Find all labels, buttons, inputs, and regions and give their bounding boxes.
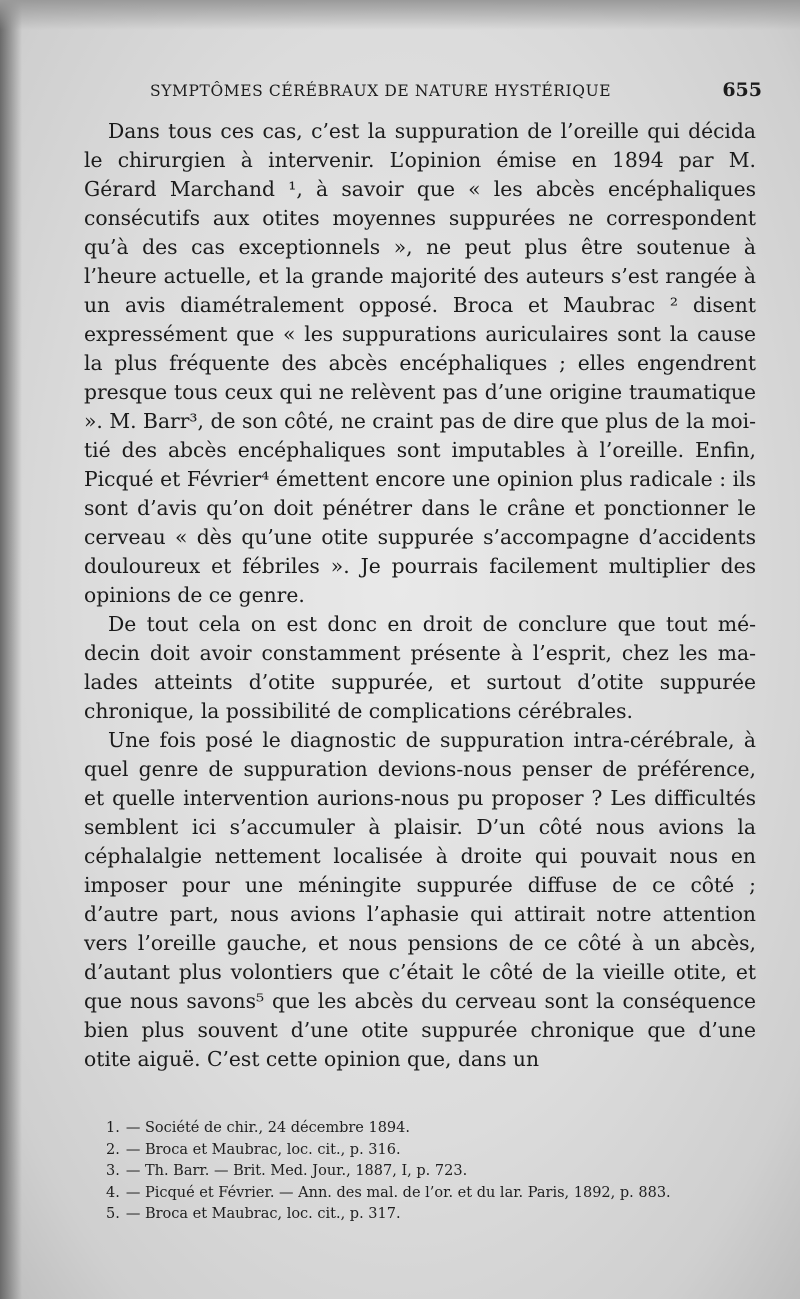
footnote-text: — Picqué et Février. — Ann. des mal. de l’or. et du lar. Paris, 1892, p. 883.: [125, 1184, 671, 1201]
footnotes: [88, 1118, 756, 1226]
page-top-shadow: [0, 0, 800, 30]
footnote: [88, 1161, 756, 1183]
footnote-number: 1.: [106, 1120, 120, 1136]
paragraph: Une fois posé le diagnostic de suppuration intra-cérébrale, à quel genre de suppuration devions-nous penser de préférence, et quelle intervention aurions-nous pu proposer ? Les difficultés semblent ici s’accumuler à plaisir. D’un côté nous avions la céphalalgie nettement localisée à droite qui pouvait nous en imposer pour une méningite suppurée diffuse de ce côté ; d’autre part, nous avions l’aphasie qui attirait notre attention vers l’oreille gauche, et nous pensions de ce côté à un abcès, d’autant plus volontiers que c’était le côté de la vieille otite, et que nous savons⁵ que les abcès du cerveau sont la conséquence bien plus souvent d’une otite suppurée chronique que d’une otite aiguë. C’est cette opinion que, dans un: [84, 728, 756, 1071]
footnote-text: — Broca et Maubrac, loc. cit., p. 316.: [125, 1141, 401, 1158]
footnote-number: 5.: [106, 1206, 120, 1222]
footnote: [88, 1183, 756, 1205]
footnote-text: — Broca et Maubrac, loc. cit., p. 317.: [125, 1206, 401, 1222]
footnote-text: — Société de chir., 24 décembre 1894.: [125, 1120, 410, 1136]
page-edge-shadow: [0, 0, 22, 1299]
body-text: [84, 117, 756, 1074]
footnote: [88, 1118, 756, 1140]
page-header: [150, 79, 762, 107]
page-number: 655: [722, 79, 762, 101]
footnote: [88, 1140, 756, 1162]
running-title: SYMPTÔMES CÉRÉBRAUX DE NATURE HYSTÉRIQUE: [150, 82, 612, 100]
footnote: [88, 1204, 756, 1226]
paragraph: Dans tous ces cas, c’est la suppuration de l’oreille qui décida le chirurgien à intervenir. L’opinion émise en 1894 par M. Gérard Marchand ¹, à savoir que « les abcès encéphaliques consécutifs aux otites moyennes suppurées ne correspondent qu’à des cas exceptionnels », ne peut plus être soutenue à l’heure actuelle, et la grande majorité des auteurs s’est rangée à un avis diamétralement opposé. Broca et Maubrac ² disent expressément que « les suppurations auriculaires sont la cause la plus fréquente des abcès encéphaliques ; elles engendrent presque tous ceux qui ne relèvent pas d’une origine traumatique ». M. Barr³, de son côté, ne craint pas de dire que plus de la moitié des abcès encéphaliques sont imputables à l’oreille. Enfin, Picqué et Février⁴ émettent encore une opinion plus radicale : ils sont d’avis qu’on doit pénétrer dans le crâne et ponctionner le cerveau « dès qu’une otite suppurée s’accompagne d’accidents douloureux et fébriles ». Je pourrais facilement multiplier des opinions de ce genre.: [84, 119, 756, 607]
footnote-text: — Th. Barr. — Brit. Med. Jour., 1887, I, p. 723.: [125, 1163, 468, 1179]
paragraph: De tout cela on est donc en droit de conclure que tout médecin doit avoir constamment présente à l’esprit, chez les malades atteints d’otite suppurée, et surtout d’otite suppurée chronique, la possibilité de complications cérébrales.: [84, 612, 756, 723]
footnote-number: 2.: [106, 1141, 120, 1158]
footnote-number: 3.: [106, 1163, 120, 1179]
footnote-number: 4.: [106, 1184, 120, 1201]
